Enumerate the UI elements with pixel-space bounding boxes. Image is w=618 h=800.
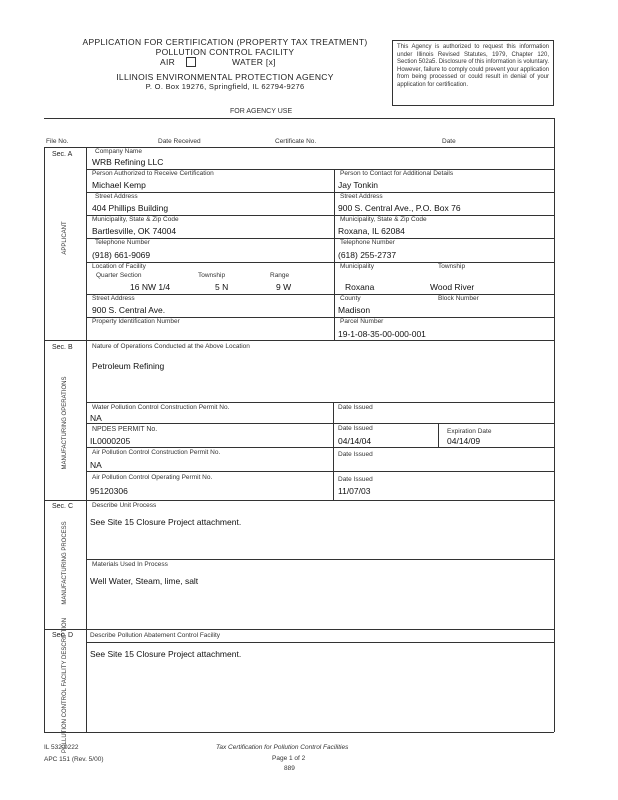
street-address-label: Street Address (95, 193, 138, 200)
fac-township-value: Wood River (430, 282, 475, 292)
certificate-no-label: Certificate No. (275, 138, 317, 145)
township-value: 5 N (215, 282, 229, 292)
facility-street-value: 900 S. Central Ave. (92, 305, 166, 315)
ap-operating-value: 95120306 (90, 486, 128, 496)
sec-b-label: Sec. B (52, 344, 73, 351)
ap-construction-date-label: Date Issued (338, 451, 373, 458)
pollution-facility-value: See Site 15 Closure Project attachment. (90, 649, 242, 659)
property-id-label: Property Identification Number (92, 318, 180, 325)
notice-text: This Agency is authorized to request this information under Illinois Revised Statutes, 1979, Chapter 120, Section 502a5. Disclosure of this information is voluntary. However, failure to comply could prevent your application from being processed or could result in denial of your application for certification. (397, 44, 549, 88)
sec-c-label: Sec. C (52, 503, 74, 510)
unit-process-label: Describe Unit Process (92, 502, 157, 509)
contact-municipality-label: Municipality, State & Zip Code (340, 216, 427, 223)
telephone-value: (918) 661-9069 (92, 250, 151, 260)
materials-label: Materials Used In Process (92, 561, 168, 568)
contact-telephone-label: Telephone Number (340, 239, 395, 246)
sec-a-side-label: APPLICANT (62, 221, 68, 255)
facility-street-label: Street Address (92, 295, 135, 302)
nature-of-operations-value: Petroleum Refining (92, 361, 165, 371)
location-label: Location of Facility (92, 263, 146, 270)
unit-process-value: See Site 15 Closure Project attachment. (90, 517, 242, 527)
ap-operating-label: Air Pollution Control Operating Permit No. (92, 474, 213, 481)
township-label: Township (198, 272, 226, 279)
county-label: County (340, 295, 361, 302)
municipality-value: Bartlesville, OK 74004 (92, 226, 177, 236)
air-label: AIR (160, 57, 176, 67)
sec-d-label: Sec. D (52, 632, 74, 639)
materials-value: Well Water, Steam, lime, salt (90, 576, 199, 586)
expiration-value: 04/14/09 (447, 436, 481, 446)
contact-telephone-value: (618) 255-2737 (338, 250, 397, 260)
notice-box (392, 40, 554, 106)
npdes-label: NPDES PERMIT No. (92, 426, 158, 433)
contact-street-label: Street Address (340, 193, 383, 200)
sec-b-side-label: MANUFACTURING OPERATIONS (62, 376, 68, 470)
county-value: Madison (338, 305, 371, 315)
range-label: Range (270, 272, 290, 279)
ap-operating-date-value: 11/07/03 (338, 486, 371, 496)
parcel-number-label: Parcel Number (340, 318, 384, 325)
block-number-label: Block Number (438, 295, 479, 302)
quarter-section-label: Quarter Section (96, 272, 142, 279)
date-received-label: Date Received (158, 138, 201, 145)
person-authorized-label: Person Authorized to Receive Certification (92, 170, 214, 177)
air-checkbox[interactable] (186, 57, 196, 67)
contact-person-label: Person to Contact for Additional Details (340, 170, 454, 177)
agency-address: P. O. Box 19276, Springfield, IL 62794-9276 (145, 82, 305, 91)
contact-street-value: 900 S. Central Ave., P.O. Box 76 (338, 203, 461, 213)
company-name-label: Company Name (95, 148, 142, 155)
form-title: APPLICATION FOR CERTIFICATION (PROPERTY TAX TREATMENT) (82, 37, 368, 47)
footer-page-code: 889 (284, 765, 295, 772)
fac-municipality-value: Roxana (345, 282, 375, 292)
npdes-date-label: Date Issued (338, 425, 373, 432)
sec-a-label: Sec. A (52, 151, 73, 158)
contact-municipality-value: Roxana, IL 62084 (338, 226, 405, 236)
npdes-date-value: 04/14/04 (338, 436, 372, 446)
telephone-label: Telephone Number (95, 239, 150, 246)
municipality-label: Municipality, State & Zip Code (92, 216, 179, 223)
pollution-facility-label: Describe Pollution Abatement Control Facility (90, 632, 221, 639)
company-name-value: WRB Refining LLC (92, 157, 164, 167)
sec-c-side-label: MANUFACTURING PROCESS (62, 521, 68, 605)
form-subtitle: POLLUTION CONTROL FACILITY (155, 47, 295, 57)
footer-form-il: IL 532-0222 (44, 744, 79, 751)
range-value: 9 W (276, 282, 292, 292)
quarter-section-value: 16 NW 1/4 (130, 282, 171, 292)
fac-township-label: Township (438, 263, 466, 270)
ap-operating-date-label: Date Issued (338, 476, 373, 483)
person-authorized-value: Michael Kemp (92, 180, 146, 190)
agency-use-title: FOR AGENCY USE (230, 108, 293, 115)
file-no-label: File No. (46, 138, 69, 145)
ap-construction-label: Air Pollution Control Construction Permit No. (92, 449, 221, 456)
contact-person-value: Jay Tonkin (338, 180, 379, 190)
fac-municipality-label: Municipality (340, 263, 374, 270)
wp-date-label: Date Issued (338, 404, 373, 411)
ap-construction-value: NA (90, 460, 102, 470)
wp-permit-value: NA (90, 413, 102, 423)
date-label: Date (442, 138, 456, 145)
wp-permit-label: Water Pollution Control Construction Permit No. (92, 404, 230, 411)
parcel-number-value: 19-1-08-35-00-000-001 (338, 329, 426, 339)
agency-name: ILLINOIS ENVIRONMENTAL PROTECTION AGENCY (116, 72, 334, 82)
footer-title: Tax Certification for Pollution Control Facilities (216, 744, 349, 751)
street-address-value: 404 Phillips Building (92, 203, 169, 213)
npdes-value: IL0000205 (90, 436, 131, 446)
nature-of-operations-label: Nature of Operations Conducted at the Above Location (92, 343, 250, 350)
footer-page: Page 1 of 2 (272, 755, 306, 762)
sec-d-side-label: POLLUTION CONTROL FACILITY DESCRIPTION (62, 617, 68, 753)
expiration-label: Expiration Date (447, 428, 492, 435)
footer-form-apc: APC 151 (Rev. 5/00) (44, 756, 104, 763)
water-label: WATER [x] (232, 57, 276, 67)
